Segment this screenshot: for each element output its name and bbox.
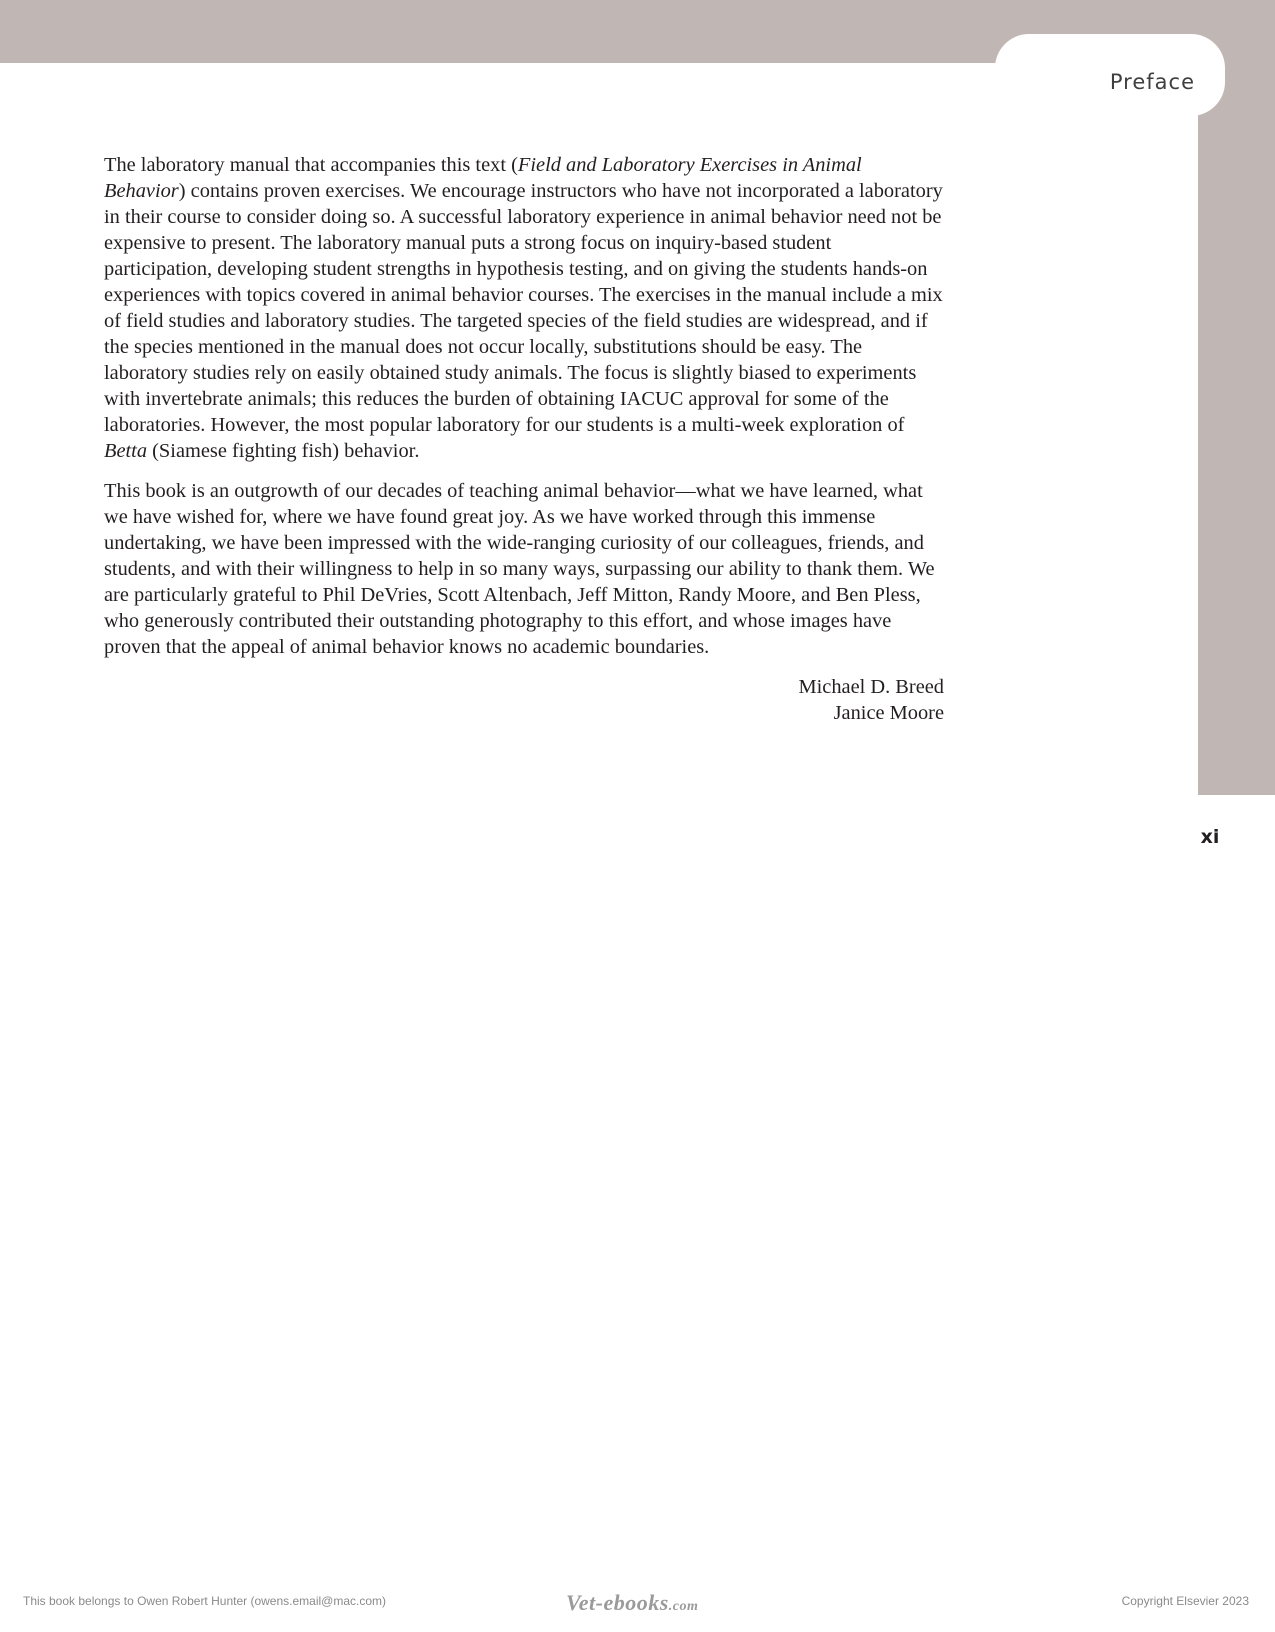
logo-main-text: Vet-ebooks bbox=[566, 1590, 669, 1615]
italic-text-run: Field and Laboratory Exercises in Animal Behavior bbox=[104, 154, 862, 202]
paragraph bbox=[104, 478, 944, 660]
logo-suffix-text: .com bbox=[668, 1599, 699, 1614]
author-name: Janice Moore bbox=[833, 702, 944, 724]
owner-notice: This book belongs to Owen Robert Hunter (owens.email@mac.com) bbox=[23, 1594, 386, 1608]
body-text bbox=[104, 152, 944, 726]
signature-block bbox=[104, 674, 944, 726]
side-band bbox=[1198, 0, 1275, 795]
site-logo bbox=[566, 1590, 698, 1616]
paragraph bbox=[104, 152, 944, 464]
text-run: (Siamese fighting fish) behavior. bbox=[147, 440, 420, 462]
page-number: xi bbox=[1200, 826, 1220, 848]
section-title: Preface bbox=[1109, 70, 1195, 94]
copyright-notice: Copyright Elsevier 2023 bbox=[1121, 1594, 1249, 1608]
italic-text-run: Betta bbox=[104, 440, 148, 462]
author-name: Michael D. Breed bbox=[798, 676, 944, 698]
text-run: This book is an outgrowth of our decades of teaching animal behavior—what we have learned, what we have wished for, where we have found great joy. As we have worked through this immense undertaking, we have been impressed with the wide-ranging curiosity of our colleagues, friends, and students, and with their willingness to help in so many ways, surpassing our ability to thank them. We are particularly grateful to Phil DeVries, Scott Altenbach, Jeff Mitton, Randy Moore, and Ben Pless, who generously contributed their outstanding photography to this effort, and whose images have proven that the appeal of animal behavior knows no academic boundaries. bbox=[104, 480, 935, 658]
text-run: The laboratory manual that accompanies this text ( bbox=[104, 154, 518, 176]
text-run: ) contains proven exercises. We encourage instructors who have not incorporated a laboratory in their course to consider doing so. A successful laboratory experience in animal behavior need not be expensive to present. The laboratory manual puts a strong focus on inquiry-based student participation, developing student strengths in hypothesis testing, and on giving the students hands-on experiences with topics covered in animal behavior courses. The exercises in the manual include a mix of field studies and laboratory studies. The targeted species of the field studies are widespread, and if the species mentioned in the manual does not occur locally, substitutions should be easy. The laboratory studies rely on easily obtained study animals. The focus is slightly biased to experiments with invertebrate animals; this reduces the burden of obtaining IACUC approval for some of the laboratories. However, the most popular laboratory for our students is a multi-week exploration of bbox=[104, 180, 943, 436]
